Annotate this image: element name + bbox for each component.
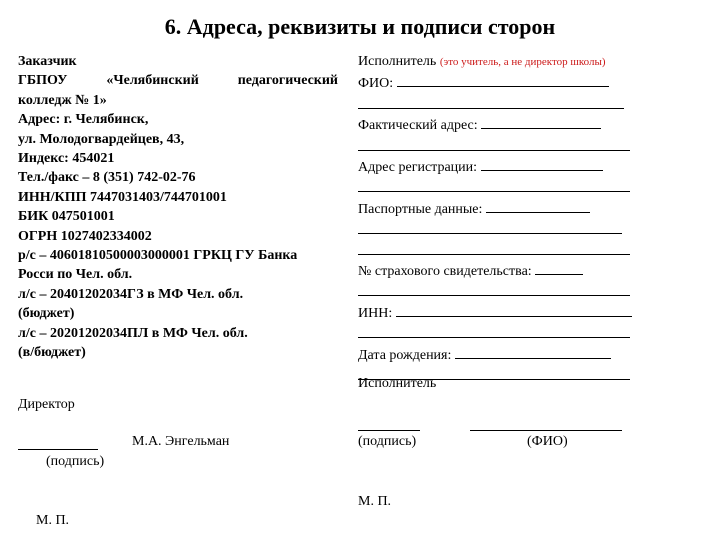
customer-account-1: р/с – 40601810500003000001 ГРКЦ ГУ Банка (18, 248, 298, 264)
executor-insurance-field[interactable] (535, 260, 583, 275)
customer-bik: БИК 047501001 (18, 209, 115, 225)
executor-blank-line[interactable] (358, 281, 630, 296)
org-word-1: ГБПОУ (18, 73, 68, 89)
executor-signature-label: Исполнитель (358, 376, 437, 391)
executor-insurance-line (358, 260, 703, 281)
executor-actual-address-field[interactable] (481, 114, 601, 129)
customer-address-2: ул. Молодогвардейцев, 43, (18, 131, 185, 147)
director-name: М.А. Энгельман (132, 434, 230, 449)
executor-fio-signature-line[interactable] (470, 430, 622, 431)
customer-details (18, 52, 338, 363)
executor-blank-line[interactable] (358, 323, 630, 338)
executor-blank-line[interactable] (358, 136, 630, 151)
executor-inn-line (358, 302, 703, 323)
executor-fio-label: ФИО: (358, 76, 394, 92)
customer-ogrn: ОГРН 1027402334002 (18, 228, 152, 244)
executor-heading-line (358, 52, 703, 72)
executor-blank-line[interactable] (358, 177, 630, 192)
customer-stamp: М. П. (36, 513, 70, 528)
customer-ls-1-note: (бюджет) (18, 306, 75, 322)
page-title: 6. Адреса, реквизиты и подписи сторон (164, 14, 556, 39)
executor-blank-line[interactable] (358, 240, 630, 255)
executor-inn-field[interactable] (396, 302, 632, 317)
director-label: Директор (18, 397, 75, 412)
executor-heading: Исполнитель (358, 54, 437, 69)
executor-stamp: М. П. (358, 494, 392, 509)
executor-reg-address-line (358, 156, 703, 177)
executor-actual-address-line (358, 114, 703, 135)
customer-ls-2: л/с – 20201202034ПЛ в МФ Чел. обл. (18, 325, 248, 341)
executor-blank-line[interactable] (358, 94, 624, 109)
executor-fio-field[interactable] (397, 72, 609, 87)
director-signature-caption: (подпись) (46, 454, 105, 469)
org-word-2: «Челябинский (106, 73, 199, 89)
executor-fio-caption: (ФИО) (527, 434, 568, 449)
executor-passport-line (358, 198, 703, 219)
customer-org-line2: колледж № 1» (18, 92, 107, 108)
customer-inn: ИНН/КПП 7447031403/744701001 (18, 189, 227, 205)
customer-index: Индекс: 454021 (18, 151, 115, 167)
customer-org-line1 (18, 71, 338, 90)
executor-actual-address-label: Фактический адрес: (358, 118, 478, 134)
executor-insurance-label: № страхового свидетельства: (358, 263, 532, 279)
executor-birth-label: Дата рождения: (358, 347, 452, 363)
executor-reg-address-field[interactable] (481, 156, 603, 171)
executor-signature-line[interactable] (358, 430, 420, 431)
executor-inn-label: ИНН: (358, 305, 393, 321)
customer-ls-2-note: (в/бюджет) (18, 345, 86, 361)
executor-birth-field[interactable] (455, 344, 611, 359)
customer-address-1: Адрес: г. Челябинск, (18, 112, 149, 128)
executor-reg-address-label: Адрес регистрации: (358, 160, 478, 175)
executor-passport-field[interactable] (486, 198, 590, 213)
customer-heading: Заказчик (18, 54, 77, 69)
customer-account-2: Росси по Чел. обл. (18, 267, 133, 283)
executor-signature-caption: (подпись) (358, 434, 417, 449)
executor-fio-line (358, 72, 703, 93)
executor-details (358, 52, 703, 385)
customer-phone: Тел./факс – 8 (351) 742-02-76 (18, 170, 196, 186)
org-word-3: педагогический (237, 73, 338, 89)
customer-ls-1: л/с – 20401202034ГЗ в МФ Чел. обл. (18, 286, 244, 302)
executor-blank-line[interactable] (358, 219, 622, 234)
executor-passport-label: Паспортные данные: (358, 201, 483, 217)
executor-heading-note: (это учитель, а не директор школы) (439, 56, 606, 68)
director-signature-line[interactable] (18, 449, 98, 450)
executor-birth-line (358, 344, 703, 365)
